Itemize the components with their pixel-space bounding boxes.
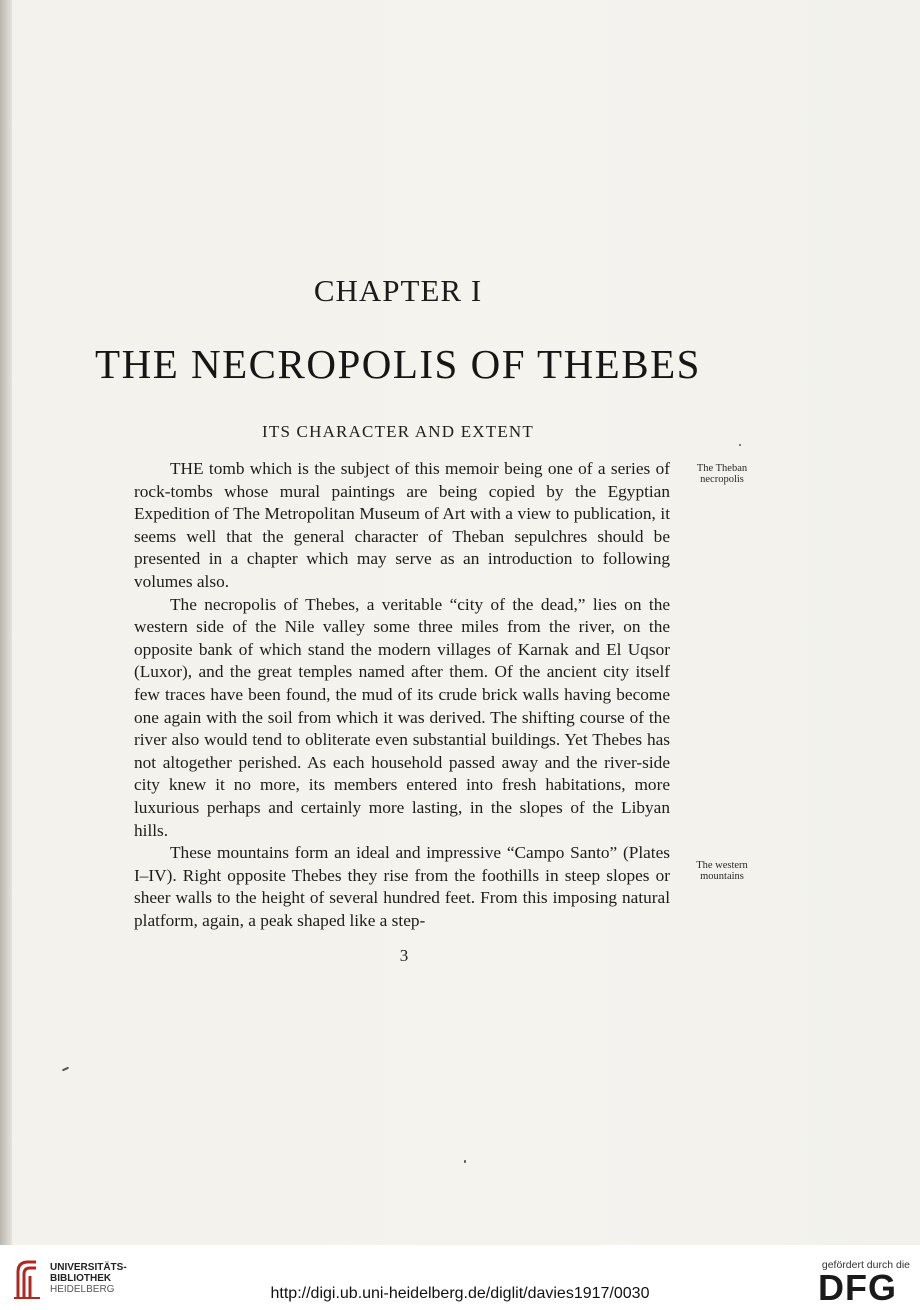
- body-text: [134, 458, 670, 932]
- library-name-line: BIBLIOTHEK: [50, 1273, 112, 1284]
- page-edge-shadow: [0, 0, 12, 1245]
- margin-note-line: necropolis: [700, 474, 744, 485]
- library-name-line: UNIVERSITÄTS-: [50, 1262, 127, 1273]
- funding-caption: gefördert durch die: [821, 1259, 910, 1271]
- paragraph: THE tomb which is the subject of this memoir being one of a series of rock-tombs whose mural paintings are being copied by the Egyptian Expedition of The Metropolitan Museum of Art with a view to publication, it seems well that the general character of Theban sepulchres should be presented in a chapter which may serve as an introduction to following volumes also.: [134, 459, 670, 591]
- chapter-subtitle: ITS CHARACTER AND EXTENT: [262, 422, 534, 441]
- scan-speck: [464, 1160, 466, 1163]
- library-name-line: HEIDELBERG: [50, 1284, 115, 1295]
- margin-note-line: The Theban: [696, 463, 748, 474]
- paragraph: These mountains form an ideal and impressive “Campo Santo” (Plates I–IV). Right opposite Thebes they rise from the foothills in steep slopes or sheer walls to the height of several hundred feet. From this imposing natural platform, again, a peak shaped like a step-: [134, 843, 670, 930]
- scan-speck: [62, 1067, 69, 1072]
- page-number: 3: [399, 946, 409, 965]
- dfg-logo: DFG: [818, 1267, 897, 1308]
- chapter-title: THE NECROPOLIS OF THEBES: [95, 341, 701, 387]
- paragraph: The necropolis of Thebes, a veritable “city of the dead,” lies on the western side of the Nile valley some three miles from the river, on the opposite bank of which stand the modern villages of Karnak and El Uqsor (Luxor), and the great temples named after them. Of the ancient city itself few traces have been found, the mud of its crude brick walls having become one again with the soil from which it was derived. The shifting course of the river also would tend to obliterate even substantial buildings. Yet Thebes has not altogether perished. As each household passed away and the river-side city knew it no more, its members entered into fresh habitations, more luxurious perhaps and certainly more lasting, in the slopes of the Libyan hills.: [134, 594, 670, 840]
- margin-note-line: The western: [696, 860, 748, 871]
- margin-note-theban-necropolis: [680, 463, 764, 485]
- scan-speck: [739, 444, 741, 446]
- margin-note-line: mountains: [700, 871, 744, 882]
- chapter-heading: CHAPTER I: [313, 273, 483, 308]
- permalink-url[interactable]: http://digi.ub.uni-heidelberg.de/diglit/davies1917/0030: [270, 1285, 650, 1302]
- margin-note-western-mountains: [680, 860, 764, 882]
